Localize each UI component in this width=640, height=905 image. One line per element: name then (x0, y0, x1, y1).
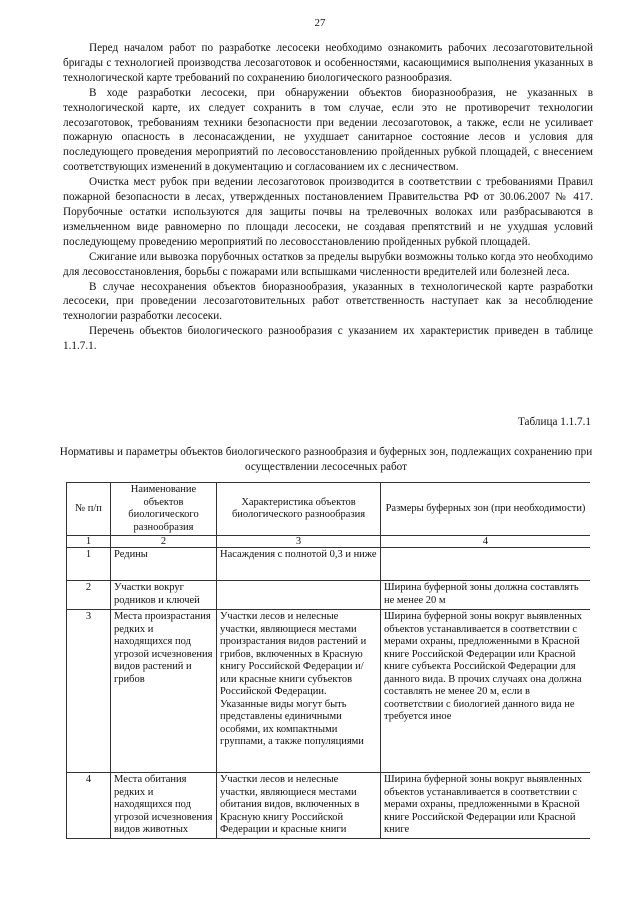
body-text (63, 41, 593, 354)
paragraph: Перед началом работ по разработке лесосеки необходимо ознакомить рабочих лесозаготовительной бригады с технологией производства лесозаготовок и особенностями, касающимися выполнения указанных в технологической карте требований по сохранению биологического разнообразия. (63, 42, 593, 84)
paragraph: В ходе разработки лесосеки, при обнаружении объектов биоразнообразия, не указанных в технологической карте, их следует сохранить в том случае, если это не противоречит технологии лесозаготовок, требованиям техники безопасности при ведении лесозаготовок, а также, если не усиливает пожарную опасность в лесонасаждении, не ухудшает санитарное состояние лесов и условия для последующего проведения мероприятий по лесовосстановлению пройденных рубкой площадей, с внесением соответствующих изменений в документацию и согласованием их с лесничеством. (63, 86, 593, 174)
column-number-row (67, 536, 591, 548)
table-cell: 4 (67, 773, 111, 839)
table-row (67, 581, 591, 610)
paragraph: Перечень объектов биологического разнообразия с указанием их характеристик приведен в таблице 1.1.7.1. (63, 325, 593, 353)
table-row (67, 773, 591, 839)
table-row (67, 548, 591, 581)
table-cell: Участки вокруг родников и ключей (111, 581, 217, 610)
table-cell: Участки лесов и нелесные участки, являющиеся местами произрастания видов растений и грибов, включенных в Красную книгу Российской Федерации и/или красные книги субъектов Российской Федерации. Указанные виды могут быть представлены единичными особями, их компактными группами, а также популяциями (217, 610, 381, 773)
table-container (66, 482, 590, 840)
column-number: 1 (67, 536, 111, 548)
table-cell: Ширина буферной зоны вокруг выявленных объектов устанавливается в соответствии с мерами охраны, предложенными в Красной книге Российской Федерации или Красной книге субъекта Российской Федерации для данного вида. В прочих случаях она должна составлять не менее 20 м, если в соответствии с биологией данного вида не требуется иное (381, 610, 591, 773)
table-cell (217, 581, 381, 610)
table-cell: Места произрастания редких и находящихся под угрозой исчезновения видов растений и грибов (111, 610, 217, 773)
table-header-row (67, 483, 591, 536)
header-cell: Размеры буферных зон (при необходимости) (381, 483, 591, 536)
column-number: 3 (217, 536, 381, 548)
table-cell (381, 548, 591, 581)
header-cell: Характеристика объектов биологического разнообразия (217, 483, 381, 536)
table-cell: Места обитания редких и находящихся под угрозой исчезновения видов животных (111, 773, 217, 839)
table-row (67, 610, 591, 773)
column-number: 4 (381, 536, 591, 548)
header-cell: Наименование объектов биологического разнообразия (111, 483, 217, 536)
column-number: 2 (111, 536, 217, 548)
table-cell: 1 (67, 548, 111, 581)
table-cell: Ширина буферной зоны вокруг выявленных объектов устанавливается в соответствии с мерами охраны, предложенными в Красной книге Российской Федерации или Красной книге (381, 773, 591, 839)
biodiversity-table (66, 482, 590, 839)
paragraph: В случае несохранения объектов биоразнообразия, указанных в технологической карте разработки лесосеки, при проведении лесозаготовительных работ ответственность наступает как за несоблюдение технологии разработки лесосеки. (63, 280, 593, 323)
paragraph: Очистка мест рубок при ведении лесозаготовок производится в соответствии с требованиями Правил пожарной безопасности в лесах, утвержденных постановлением Правительства РФ от 30.06.2007 № 417. Порубочные остатки используются для защиты почвы на трелевочных волоках или разбрасываются в измельченном виде равномерно по площади лесосеки, не создавая препятствий и не ухудшая условий последующему проведению мероприятий по лесовосстановлению пройденных рубкой площадей. (63, 176, 593, 248)
table-cell: 3 (67, 610, 111, 773)
table-cell: Ширина буферной зоны должна составлять не менее 20 м (381, 581, 591, 610)
table-cell: Насаждения с полнотой 0,3 и ниже (217, 548, 381, 581)
table-cell: 2 (67, 581, 111, 610)
header-cell: № п/п (67, 483, 111, 536)
table-cell: Участки лесов и нелесные участки, являющиеся местами обитания видов, включенных в Красную книгу Российской Федерации и красные книги (217, 773, 381, 839)
table-title: Нормативы и параметры объектов биологического разнообразия и буферных зон, подлежащих сохранению при осуществлении лесосечных работ (59, 446, 593, 473)
table-cell: Редины (111, 548, 217, 581)
page-number: 27 (314, 17, 326, 29)
table-label: Таблица 1.1.7.1 (517, 416, 591, 428)
paragraph: Сжигание или вывозка порубочных остатков за пределы вырубки возможны только когда это необходимо для лесовосстановления, борьбы с пожарами или вспышками численности вредителей или болезней леса. (63, 250, 593, 278)
